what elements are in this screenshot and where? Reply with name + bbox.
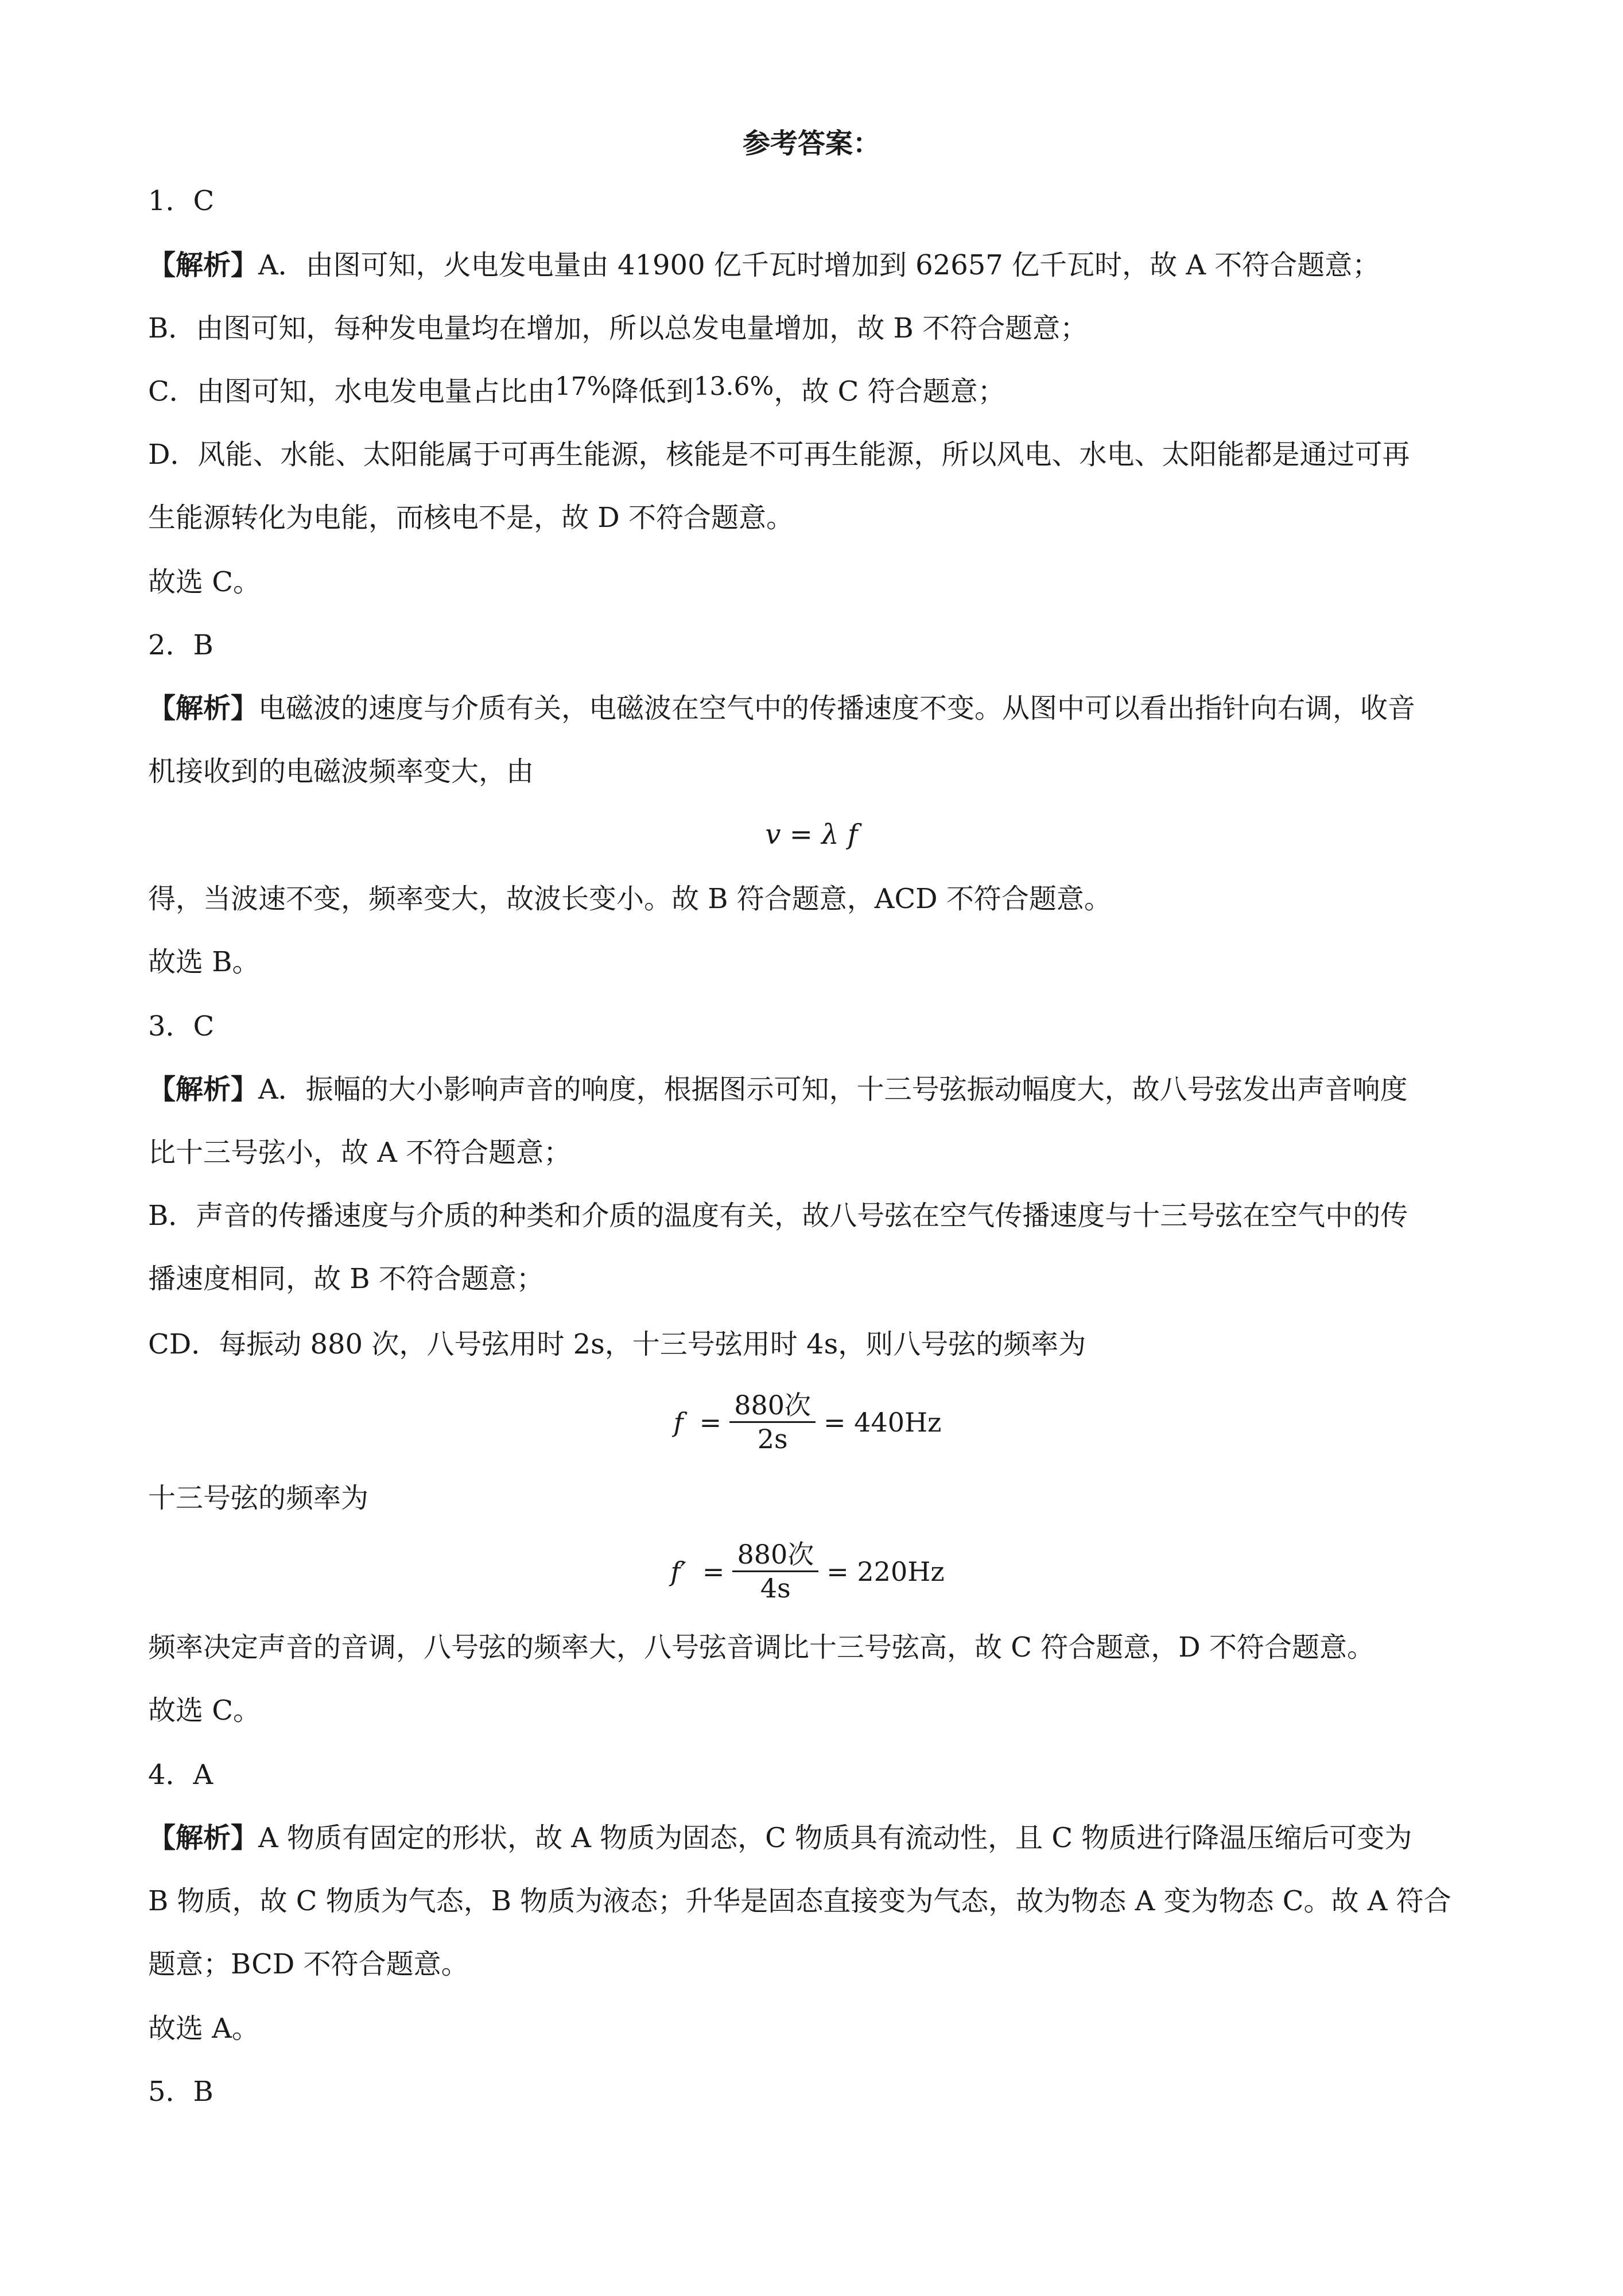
analysis-label: 【解析】	[148, 249, 259, 281]
q1-line-c-post: ，故 C 符合题意；	[774, 375, 1005, 408]
q1-number: 1．C	[148, 185, 215, 217]
q3-number: 3．C	[148, 1010, 215, 1042]
fraction-numerator: 880次	[734, 1390, 812, 1421]
q2-line3: 得，当波速不变，频率变大，故波长变小。故 B 符合题意，ACD 不符合题意。	[148, 883, 1112, 915]
fraction-denominator: 4s	[760, 1573, 791, 1604]
q3-analysis-a1	[148, 1071, 1485, 1108]
analysis-label: 【解析】	[148, 692, 259, 724]
q4-line1: A 物质有固定的形状，故 A 物质为固态，C 物质具有流动性，且 C 物质进行降温压缩后可变为	[258, 1822, 1412, 1854]
formula-variable: f′	[670, 1556, 686, 1587]
q2-line2: 机接收到的电磁波频率变大，由	[148, 755, 534, 788]
q1-line-b: B．由图可知，每种发电量均在增加，所以总发电量增加，故 B 不符合题意；	[148, 312, 1088, 344]
q4-conclusion: 故选 A。	[148, 2012, 259, 2045]
formula-fraction	[729, 1389, 816, 1455]
q3-conclusion: 故选 C。	[148, 1694, 261, 1727]
q1-conclusion: 故选 C。	[148, 566, 261, 598]
q1-line-c-pre: C．由图可知，水电发电量占比由	[148, 375, 555, 408]
q1-value-13-6: 13.6%	[693, 372, 774, 401]
q4-line3: 题意；BCD 不符合题意。	[148, 1948, 469, 1980]
q3-formula-f2	[0, 1538, 1623, 1604]
q3-formula-f1	[0, 1389, 1623, 1455]
q5-number: 5．B	[148, 2076, 213, 2108]
q3-line-a2: 比十三号弦小，故 A 不符合题意；	[148, 1137, 572, 1169]
formula-equals: =	[699, 1406, 722, 1438]
q2-formula: v = λ f	[765, 819, 858, 851]
q3-line-b2: 播速度相同，故 B 不符合题意；	[148, 1263, 544, 1295]
q4-number: 4．A	[148, 1759, 213, 1791]
q1-line-d1: D．风能、水能、太阳能属于可再生能源，核能是不可再生能源，所以风电、水电、太阳能都是通过可再	[148, 439, 1410, 471]
formula-equals: =	[702, 1556, 725, 1587]
analysis-label: 【解析】	[148, 1822, 259, 1854]
q2-line1: 电磁波的速度与介质有关，电磁波在空气中的传播速度不变。从图中可以看出指针向右调，收音	[258, 692, 1416, 724]
q1-line-d2: 生能源转化为电能，而核电不是，故 D 不符合题意。	[148, 502, 794, 534]
q1-line-a: A．由图可知，火电发电量由 41900 亿千瓦时增加到 62657 亿千瓦时，故 A 不符合题意；	[258, 249, 1380, 281]
formula-result: = 440Hz	[824, 1406, 942, 1438]
q2-conclusion: 故选 B。	[148, 946, 260, 978]
q4-analysis-1	[148, 1820, 1485, 1856]
q1-value-17: 17%	[554, 372, 611, 401]
q2-analysis-1	[148, 690, 1485, 727]
formula-variable: f	[673, 1406, 684, 1438]
q3-line-cd: CD．每振动 880 次，八号弦用时 2s，十三号弦用时 4s，则八号弦的频率为	[148, 1328, 1086, 1360]
q2-number: 2．B	[148, 629, 213, 661]
formula-result: = 220Hz	[826, 1556, 945, 1587]
fraction-denominator: 2s	[757, 1424, 788, 1455]
page-title: 参考答案：	[742, 127, 880, 160]
q3-line-f2: 十三号弦的频率为	[148, 1482, 369, 1514]
formula-fraction	[732, 1538, 818, 1604]
analysis-label: 【解析】	[148, 1073, 259, 1106]
q1-line-c	[148, 373, 1485, 411]
q4-line2: B 物质，故 C 物质为气态，B 物质为液态；升华是固态直接变为气态，故为物态 A 变为物态 C。故 A 符合	[148, 1885, 1451, 1917]
q3-line-end: 频率决定声音的音调，八号弦的频率大，八号弦音调比十三号弦高，故 C 符合题意，D 不符合题意。	[148, 1631, 1374, 1663]
q3-line-b1: B．声音的传播速度与介质的种类和介质的温度有关，故八号弦在空气传播速度与十三号弦在空气中的传	[148, 1200, 1408, 1232]
q1-analysis-a	[148, 247, 1485, 284]
q1-line-c-mid: 降低到	[611, 375, 694, 408]
fraction-numerator: 880次	[737, 1539, 814, 1570]
q3-line-a1: A．振幅的大小影响声音的响度，根据图示可知，十三号弦振动幅度大，故八号弦发出声音响度	[258, 1073, 1408, 1106]
